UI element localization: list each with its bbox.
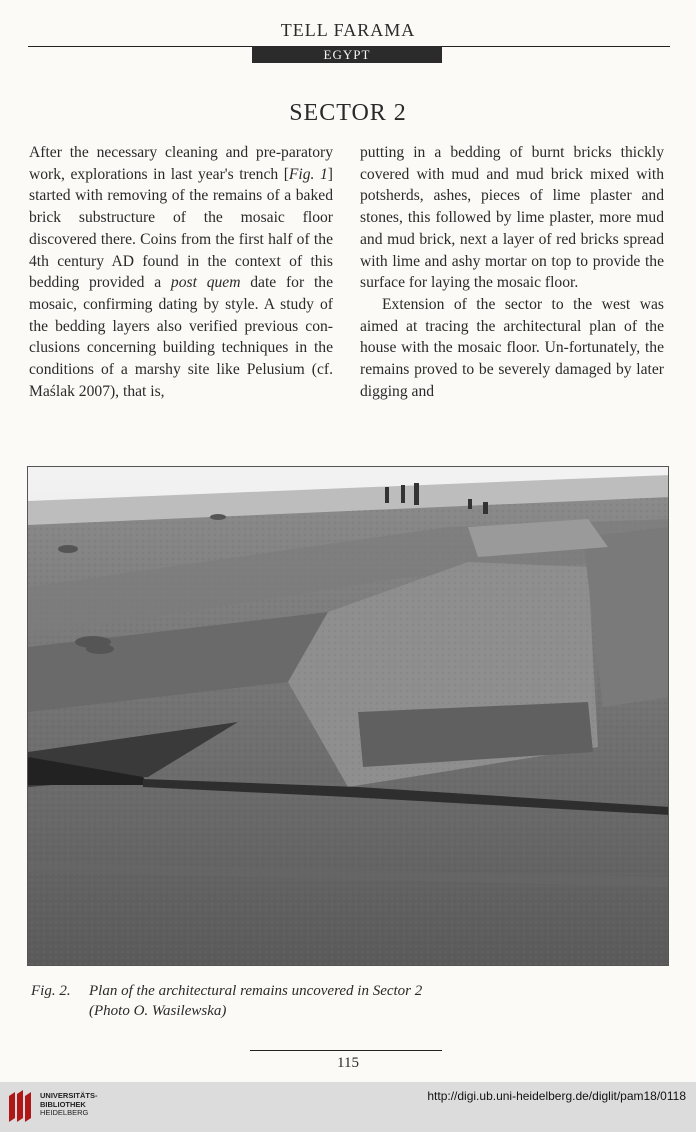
figure-label: Fig. 2. — [31, 983, 71, 999]
worker-figure — [483, 502, 488, 514]
excavation-photo-drawing — [28, 467, 669, 966]
paragraph-left — [29, 142, 333, 402]
worker-figure — [414, 483, 419, 505]
page-number: 115 — [337, 1055, 359, 1071]
library-name — [40, 1092, 98, 1118]
figure-reference: Fig. 1 — [288, 165, 328, 183]
text-run: After the necessary cleaning and pre-paratory work, explorations in last year's trench [ — [29, 144, 333, 183]
library-logo-icon — [6, 1088, 36, 1124]
stone-block — [58, 545, 78, 553]
source-url[interactable]: http://digi.ub.uni-heidelberg.de/diglit/pam18/0118 — [427, 1089, 686, 1103]
latin-term: post quem — [170, 274, 241, 292]
excavation-photo — [27, 466, 669, 966]
text-run: date for the mosaic, confirming dating by style. A study of the bedding layers also verified previous con-clusions concerning building techniques in the conditions of a marshy site like Pelusium (cf. Maślak 2007), that is, — [29, 274, 333, 400]
library-name-line-3: HEIDELBERG — [40, 1108, 89, 1117]
caption-line-1: Plan of the architectural remains uncovered in Sector 2 — [89, 983, 423, 999]
text-run: ] started with removing of the remains of a baked brick substructure of the mosaic floor discovered there. Coins from the first half of the 4th century AD found in the context of this bedding provided a — [29, 165, 333, 292]
worker-figure — [385, 487, 389, 503]
footer-rule — [250, 1050, 442, 1051]
stone-block — [86, 644, 114, 654]
library-name-line-1: UNIVERSITÄTS- — [40, 1091, 98, 1100]
worker-figure — [401, 485, 405, 503]
stone-block — [210, 514, 226, 520]
text-column-left — [29, 142, 333, 402]
text-column-right — [360, 142, 664, 402]
paragraph-right-1: putting in a bedding of burnt bricks thickly covered with mud and mud brick mixed with potsherds, ashes, pieces of lime plaster and stones, this followed by lime plaster, more mud and mud brick, next a layer of red bricks spread with lime and ashy mortar on top to provide the surface for laying the mosaic floor. — [360, 144, 664, 292]
country-label: EGYPT — [252, 46, 442, 63]
section-title: SECTOR 2 — [289, 100, 407, 126]
caption-line-2: (Photo O. Wasilewska) — [89, 1003, 227, 1019]
worker-figure — [468, 499, 472, 509]
figure-caption-text — [89, 981, 649, 1021]
paragraph-right-2: Extension of the sector to the west was aimed at tracing the architectural plan of the house with the mosaic floor. Un-fortunately, the remains proved to be severely damaged by later digging and — [360, 295, 664, 400]
library-name-line-2: BIBLIOTHEK — [40, 1099, 86, 1109]
running-title: TELL FARAMA — [280, 20, 416, 40]
digitization-footer — [0, 1082, 696, 1132]
